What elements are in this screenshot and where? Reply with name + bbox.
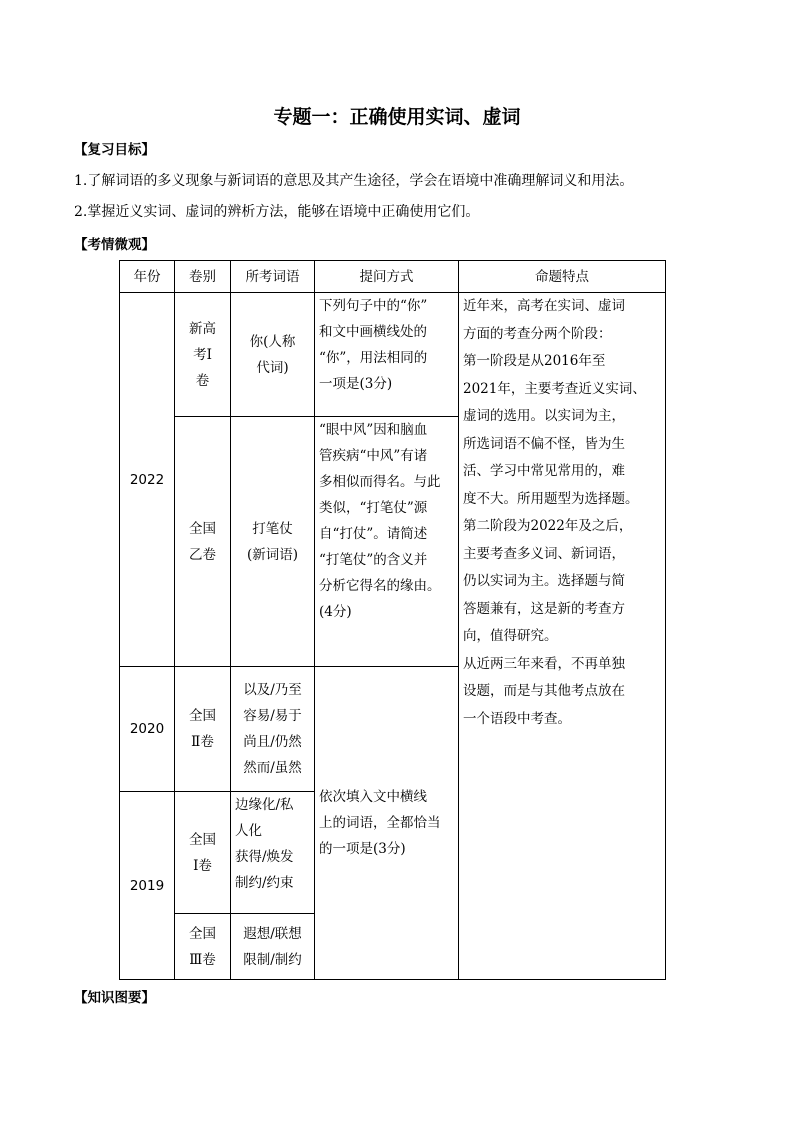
section-heading-review-goals: 【复习目标】	[74, 142, 155, 158]
header-words: 所考词语	[231, 261, 315, 293]
question-cell: “眼中风”因和脑血 管疾病“中风”有诸 多相似而得名。与此 类似，“打笔仗”源 自“打仗”。请简述 “打笔仗”的含义并 分析它得名的缘由。 (4分)	[315, 417, 459, 667]
paper-cell: 全国 乙卷	[175, 417, 231, 667]
section-heading-knowledge-map: 【知识图要】	[74, 990, 155, 1006]
section-heading-exam-overview: 【考情微观】	[74, 237, 155, 253]
year-cell: 2019	[120, 792, 175, 980]
exam-overview-table	[119, 260, 666, 980]
goal-item-2: 2.掌握近义实词、虚词的辨析方法，能够在语境中正确使用它们。	[74, 204, 480, 220]
table-header-row	[120, 261, 666, 293]
goal-item-1: 1.了解词语的多义现象与新词语的意思及其产生途径，学会在语境中准确理解词义和用法。	[74, 173, 634, 189]
paper-cell: 全国 Ⅲ卷	[175, 914, 231, 980]
question-cell: 下列句子中的“你” 和文中画横线处的 “你”，用法相同的 一项是(3分)	[315, 293, 459, 417]
year-cell: 2020	[120, 667, 175, 792]
words-cell: 遐想/联想 限制/制约	[231, 914, 315, 980]
paper-cell: 全国 Ⅰ卷	[175, 792, 231, 914]
words-cell: 你(人称 代词)	[231, 293, 315, 417]
page-title: 专题一：正确使用实词、虚词	[273, 106, 521, 128]
header-paper: 卷别	[175, 261, 231, 293]
table-row	[120, 293, 666, 417]
question-cell: 依次填入文中横线 上的词语，全都恰当 的一项是(3分)	[315, 667, 459, 980]
words-cell: 以及/乃至 容易/易于 尚且/仍然 然而/虽然	[231, 667, 315, 792]
header-features: 命题特点	[459, 261, 666, 293]
paper-cell: 全国 Ⅱ卷	[175, 667, 231, 792]
header-year: 年份	[120, 261, 175, 293]
words-cell: 打笔仗 (新词语)	[231, 417, 315, 667]
year-cell: 2022	[120, 293, 175, 667]
words-cell: 边缘化/私 人化 获得/焕发 制约/约束	[231, 792, 315, 914]
features-cell: 近年来，高考在实词、虚词 方面的考查分两个阶段： 第一阶段是从2016年至 2021年，主要考查近义实词、 虚词的选用。以实词为主， 所选词语不偏不怪，皆为生 活、学习中常见常用的，难 度不大。所用题型为选择题。 第二阶段为2022年及之后， 主要考查多义词、新词语， 仍以实词为主。选择题与简 答题兼有，这是新的考查方 向，值得研究。 从近两三年来看，不再单独 设题，而是与其他考点放在 一个语段中考查。	[459, 293, 666, 980]
header-question: 提问方式	[315, 261, 459, 293]
paper-cell: 新高 考Ⅰ 卷	[175, 293, 231, 417]
